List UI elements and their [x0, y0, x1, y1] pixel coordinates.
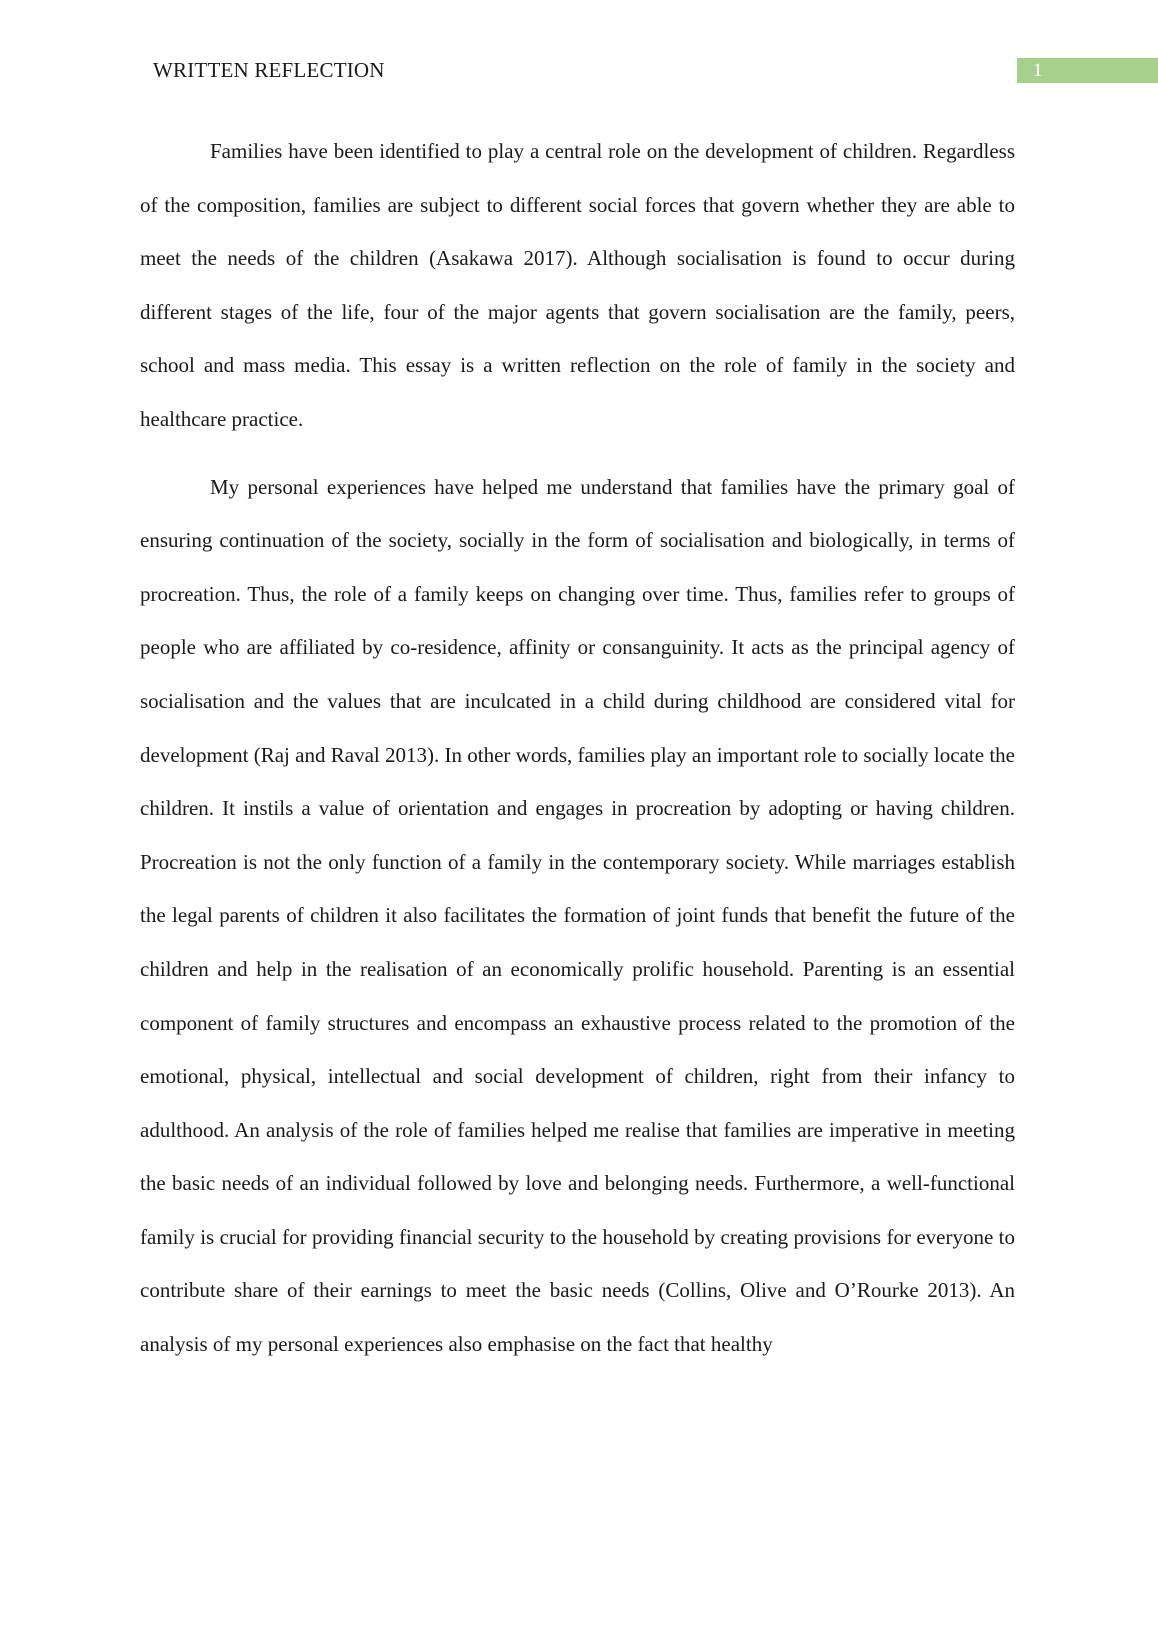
paragraph-introduction: Families have been identified to play a central role on the development of children. Regardless of the composition, families are subject to different social forces that govern whether they are able to meet the needs of the children (Asakawa 2017). Although socialisation is found to occur during different stages of the life, four of the major agents that govern socialisation are the family, peers, school and mass media. This essay is a written reflection on the role of family in the society and healthcare practice. [140, 139, 1015, 431]
page-number: 1 [1033, 60, 1043, 81]
running-header-title: WRITTEN REFLECTION [153, 58, 385, 82]
document-body [140, 125, 1015, 1372]
paragraph-personal-experience: My personal experiences have helped me understand that families have the primary goal of ensuring continuation of the society, socially in the form of socialisation and biologically, in terms of procreation. Thus, the role of a family keeps on changing over time. Thus, families refer to groups of people who are affiliated by co-residence, affinity or consanguinity. It acts as the principal agency of socialisation and the values that are inculcated in a child during childhood are considered vital for development (Raj and Raval 2013). In other words, families play an important role to socially locate the children. It instils a value of orientation and engages in procreation by adopting or having children. Procreation is not the only function of a family in the contemporary society. While marriages establish the legal parents of children it also facilitates the formation of joint funds that benefit the future of the children and help in the realisation of an economically prolific household. Parenting is an essential component of family structures and encompass an exhaustive process related to the promotion of the emotional, physical, intellectual and social development of children, right from their infancy to adulthood. An analysis of the role of families helped me realise that families are imperative in meeting the basic needs of an individual followed by love and belonging needs. Furthermore, a well-functional family is crucial for providing financial security to the household by creating provisions for everyone to contribute share of their earnings to meet the basic needs (Collins, Olive and O’Rourke 2013). An analysis of my personal experiences also emphasise on the fact that healthy [140, 474, 1015, 1357]
page-number-badge [1017, 58, 1158, 83]
